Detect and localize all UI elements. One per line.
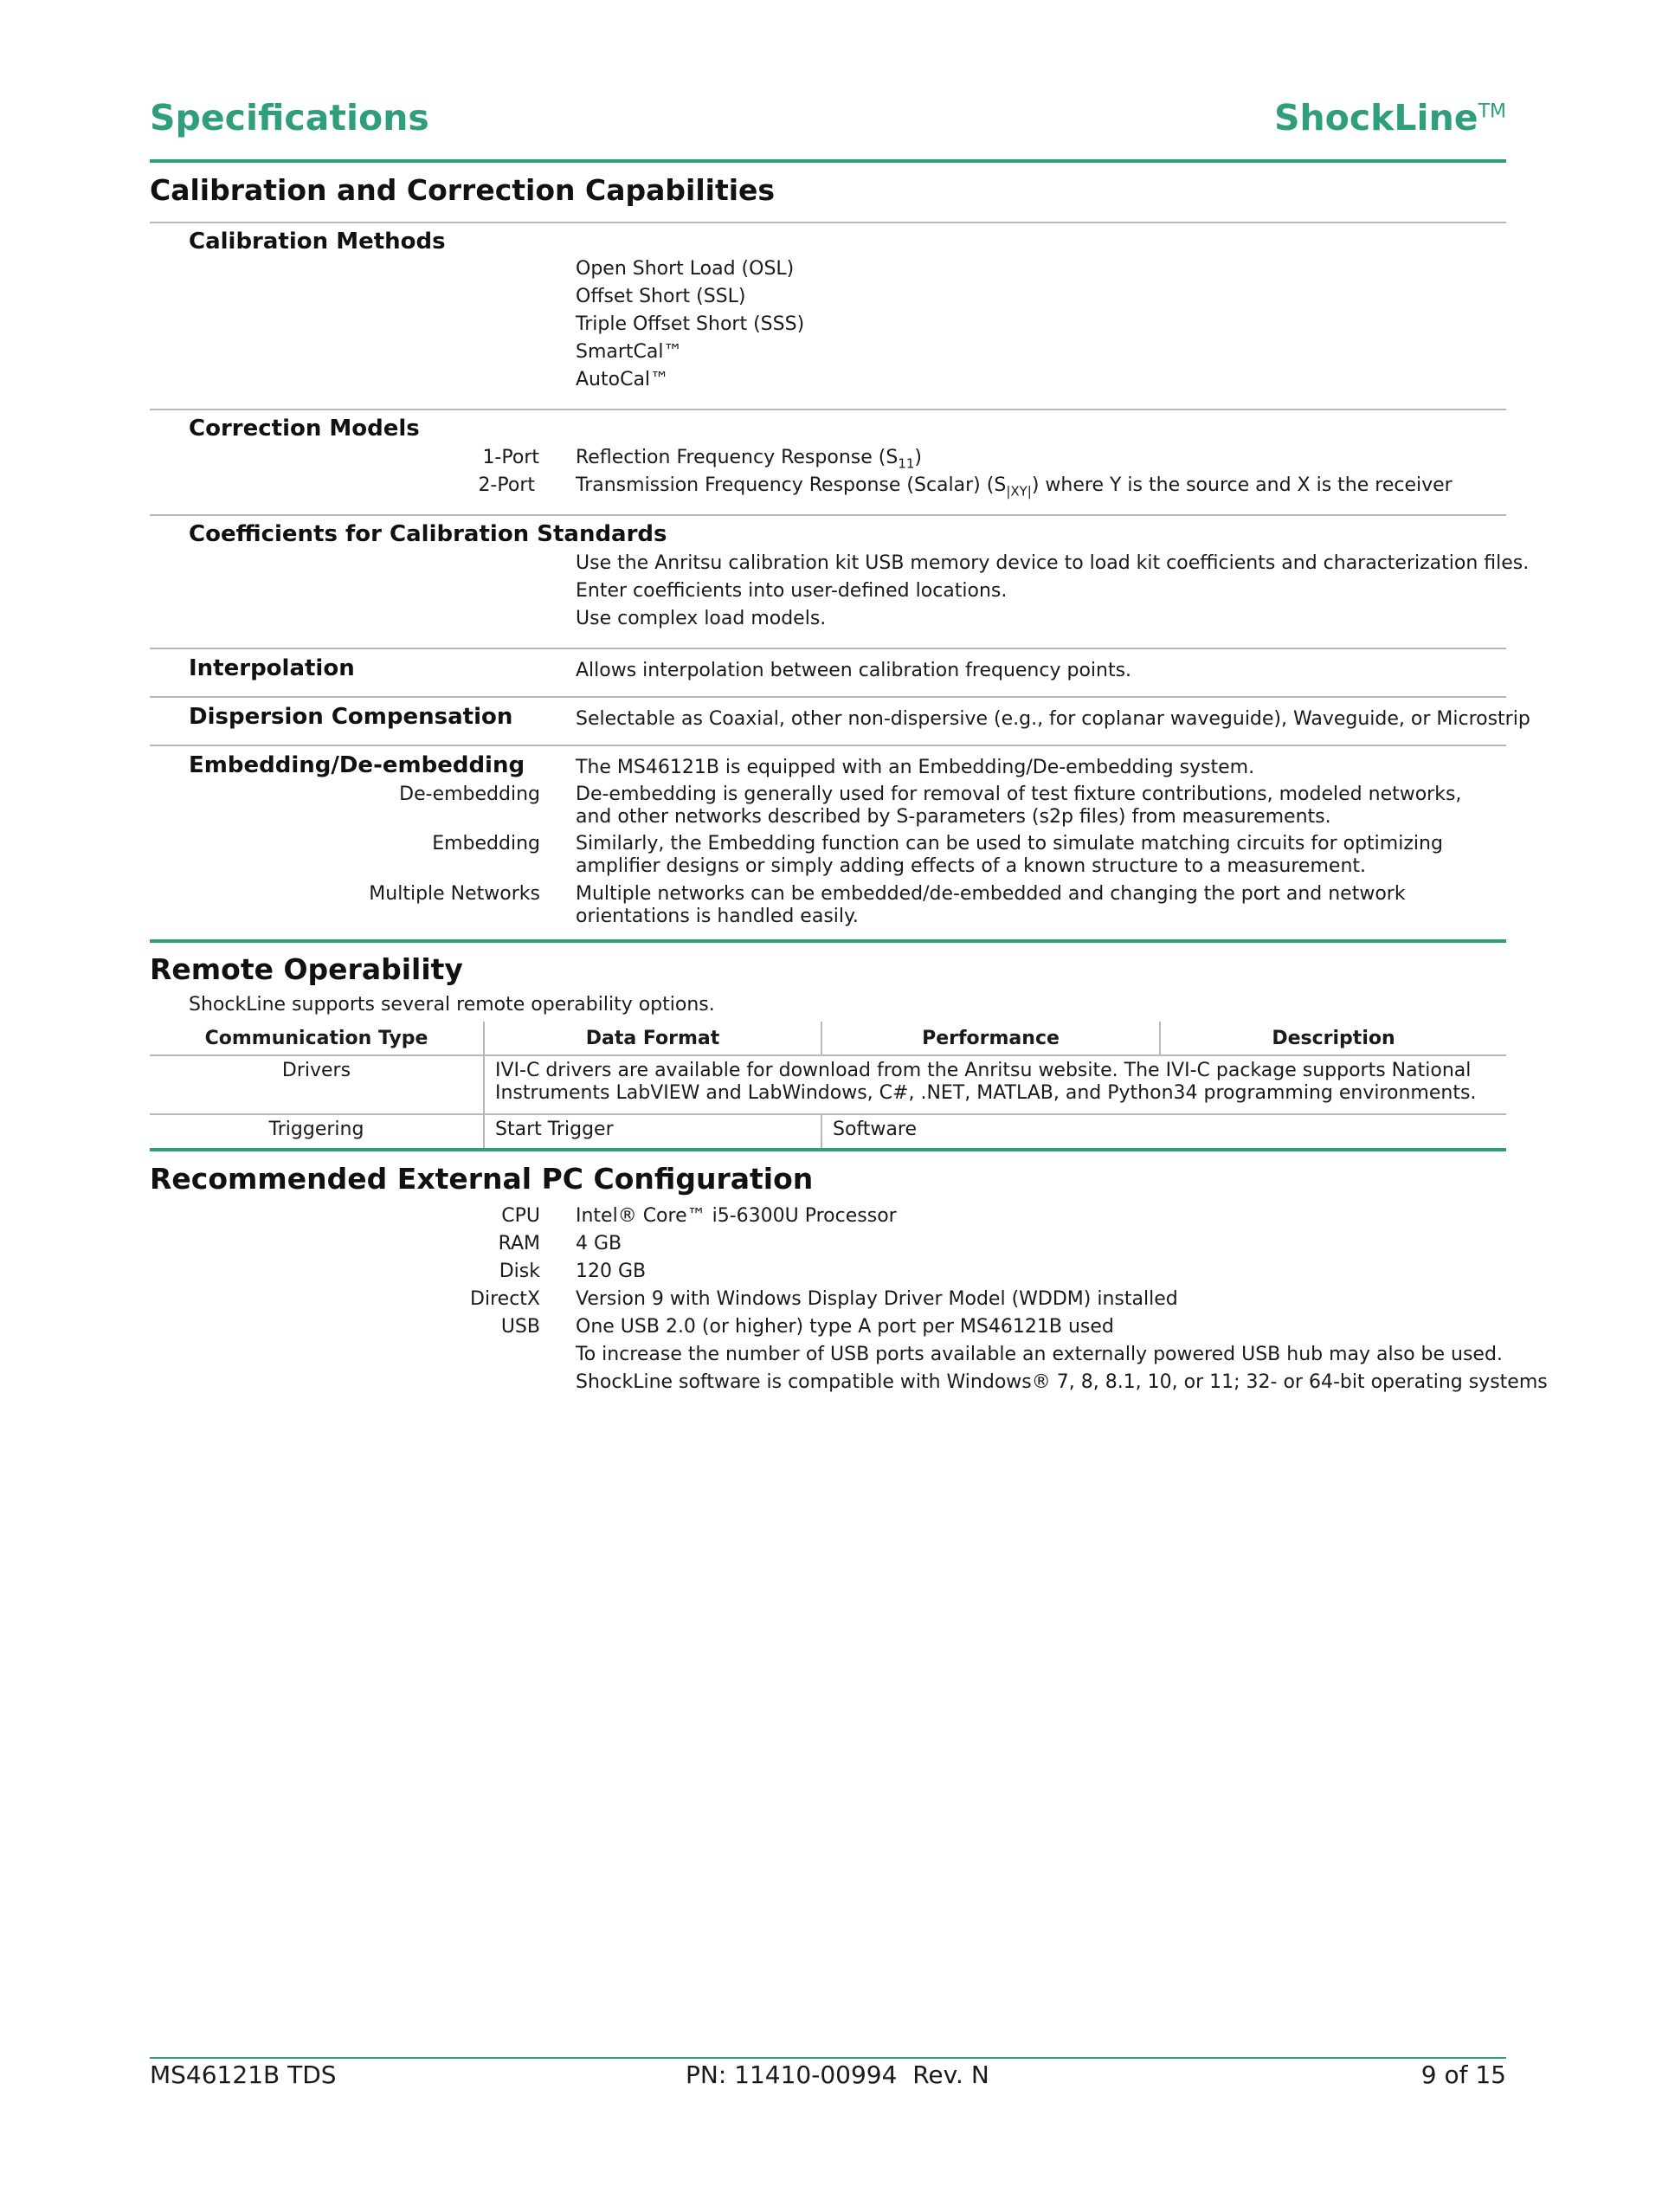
footer-page-number: 9 of 15 (1420, 2060, 1506, 2089)
remote-table (150, 1022, 1506, 1150)
list-item: Enter coefficients into user-defined locations. (576, 580, 1008, 602)
divider (150, 745, 1506, 746)
table-cell: Software (821, 1114, 1506, 1149)
cpu-value: Intel® Core™ i5-6300U Processor (576, 1205, 897, 1227)
directx-label: DirectX (470, 1288, 540, 1310)
directx-value: Version 9 with Windows Display Driver Model (WDDM) installed (576, 1288, 1178, 1310)
list-item: Use complex load models. (576, 608, 827, 629)
footer-doc-id: MS46121B TDS (150, 2060, 337, 2089)
table-header-row (150, 1022, 1506, 1055)
list-item: Use the Anritsu calibration kit USB memory device to load kit coefficients and characterization files. (576, 552, 1530, 574)
port2-subscript: |XY| (1006, 483, 1032, 500)
remote-heading: Remote Operability (150, 952, 463, 986)
section-divider (150, 939, 1506, 943)
usb-hub-note: To increase the number of USB ports available an externally powered USB hub may also be used. (576, 1344, 1503, 1365)
divider (150, 514, 1506, 516)
table-row (150, 1055, 1506, 1114)
calibration-methods-label: Calibration Methods (189, 229, 446, 255)
interpolation-text: Allows interpolation between calibration frequency points. (576, 660, 1132, 681)
divider (150, 222, 1506, 223)
port1-subscript: 11 (898, 455, 915, 472)
embedding-text: Similarly, the Embedding function can be used to simulate matching circuits for optimizing amplifier designs or simply adding effects of a known structure to a measurement. (576, 833, 1443, 877)
product-name: ShockLine (1273, 97, 1478, 139)
usb-value: One USB 2.0 (or higher) type A port per MS46121B used (576, 1316, 1114, 1338)
disk-value: 120 GB (576, 1261, 647, 1282)
deembedding-label: De-embedding (399, 784, 540, 805)
disk-label: Disk (499, 1261, 540, 1282)
table-cell: IVI-C drivers are available for download from the Anritsu website. The IVI-C package supports National Instruments LabVIEW and LabWindows, C#, .NET, MATLAB, and Python34 programming environments. (484, 1055, 1506, 1114)
port2-close: ) where Y is the source and X is the receiver (1031, 474, 1453, 496)
ram-label: RAM (498, 1233, 540, 1254)
table-cell: Start Trigger (484, 1114, 821, 1149)
list-item: Offset Short (SSL) (576, 286, 746, 307)
product-title (1274, 97, 1506, 139)
remote-intro: ShockLine supports several remote operability options. (189, 994, 715, 1016)
port2-label: 2-Port (478, 474, 535, 496)
calibration-heading: Calibration and Correction Capabilities (150, 173, 776, 207)
column-header: Data Format (484, 1022, 821, 1055)
multiple-networks-label: Multiple Networks (369, 883, 540, 905)
calibration-methods-list (576, 258, 804, 391)
column-header: Description (1160, 1022, 1506, 1055)
table-row (150, 1114, 1506, 1149)
interpolation-label: Interpolation (189, 655, 355, 681)
footer-divider (150, 2057, 1506, 2059)
cpu-label: CPU (501, 1205, 540, 1227)
embedding-intro: The MS46121B is equipped with an Embedding/De-embedding system. (576, 757, 1255, 778)
divider (150, 696, 1506, 698)
section-divider (150, 1148, 1506, 1151)
port1-label: 1-Port (482, 447, 539, 468)
page-header (150, 97, 1506, 163)
table-cell: Drivers (150, 1055, 484, 1114)
correction-models-label: Correction Models (189, 416, 420, 442)
divider (150, 409, 1506, 410)
list-item: Triple Offset Short (SSS) (576, 313, 805, 335)
os-compat-note: ShockLine software is compatible with Windows® 7, 8, 8.1, 10, or 11; 32- or 64-bit operating systems (576, 1371, 1548, 1393)
list-item: AutoCal™ (576, 369, 670, 390)
column-header: Performance (821, 1022, 1160, 1055)
port1-text (576, 447, 922, 474)
coefficients-label: Coefficients for Calibration Standards (189, 521, 667, 547)
section-title: Specifications (150, 97, 429, 139)
port2-desc: Transmission Frequency Response (Scalar) (S (576, 474, 1007, 496)
deembedding-text: De-embedding is generally used for removal of test fixture contributions, modeled networks, and other networks described by S-parameters (s2p files) from measurements. (576, 784, 1462, 828)
multiple-networks-text: Multiple networks can be embedded/de-embedded and changing the port and network orientations is handled easily. (576, 883, 1406, 927)
divider (150, 648, 1506, 649)
list-item: Open Short Load (OSL) (576, 258, 795, 280)
table-cell: Triggering (150, 1114, 484, 1149)
dispersion-label: Dispersion Compensation (189, 704, 513, 730)
column-header: Communication Type (204, 1027, 428, 1049)
dispersion-text: Selectable as Coaxial, other non-dispersive (e.g., for coplanar waveguide), Waveguide, or Microstrip (576, 708, 1530, 730)
embedding-sub-label: Embedding (432, 833, 540, 854)
trademark-mark: TM (1478, 100, 1506, 123)
port2-text (576, 474, 1453, 502)
embedding-label: Embedding/De-embedding (189, 752, 525, 778)
coefficients-list (576, 552, 1529, 630)
list-item: SmartCal™ (576, 341, 683, 363)
port1-desc: Reflection Frequency Response (S (576, 447, 899, 468)
pc-heading: Recommended External PC Configuration (150, 1162, 814, 1196)
usb-label: USB (500, 1316, 540, 1338)
ram-value: 4 GB (576, 1233, 622, 1254)
footer-part-number: PN: 11410-00994 Rev. N (686, 2060, 989, 2089)
port1-close: ) (914, 447, 922, 468)
